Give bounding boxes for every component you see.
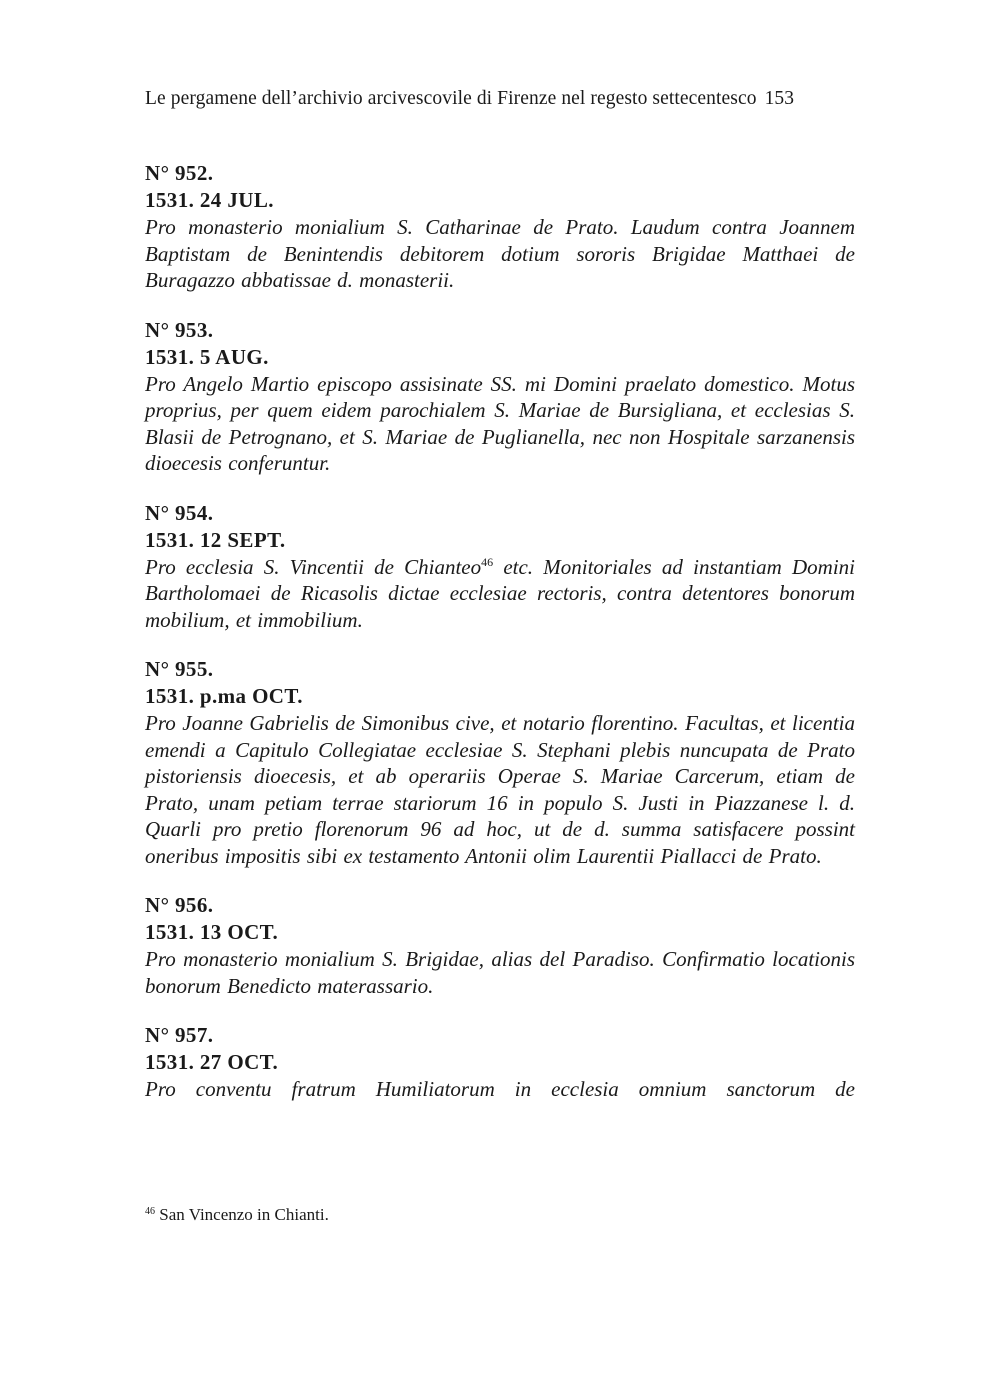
entry-952: [145, 160, 855, 294]
footnote: [145, 1205, 329, 1225]
entry-date: 1531. 13 OCT.: [145, 920, 279, 944]
entry-text: Pro Joanne Gabrielis de Simonibus cive, et notario florentino. Facultas, et licentia emendi a Capitulo Collegiatae ecclesiae S. Stephani plebis nuncupata de Prato pistoriensis dioecesis, et ab operariis Operae S. Mariae Carcerum, etiam de Prato, unam petiam terrae stariorum 16 in populo S. Justi in Piazzanese l. d. Quarli pro pretio florenorum 96 ad hoc, ut de d. summa satisfacere possint oneribus impositis sibi ex testamento Antonii olim Laurentii Piallacci de Prato.: [145, 711, 855, 868]
entry-955: [145, 656, 855, 869]
footnote-text: San Vincenzo in Chianti.: [159, 1205, 329, 1224]
entry-text: Pro conventu fratrum Humiliatorum in ecclesia omnium sanctorum de: [145, 1077, 855, 1101]
entry-number: N° 954.: [145, 500, 214, 525]
entry-957: [145, 1022, 855, 1103]
entry-date: 1531. p.ma OCT.: [145, 684, 303, 708]
entry-954: [145, 500, 855, 634]
entry-text: Pro monasterio monialium S. Brigidae, alias del Paradiso. Confirmatio locationis bonorum Benedicto materassario.: [145, 947, 855, 998]
entry-number: N° 955.: [145, 657, 214, 681]
entry-number: N° 952.: [145, 161, 214, 185]
entry-text-before-note: Pro ecclesia S. Vincentii de Chianteo: [145, 554, 482, 579]
running-head-title: Le pergamene dell’archivio arcivescovile di Firenze nel regesto settecentesco: [145, 88, 757, 109]
entry-text: Pro monasterio monialium S. Catharinae de Prato. Laudum contra Joannem Baptistam de Benintendis debitorem dotium sororis Brigidae Matthaei de Buragazzo abbatissae d. monasterii.: [145, 215, 855, 292]
entry-number: N° 956.: [145, 893, 214, 917]
entry-date: 1531. 5 AUG.: [145, 344, 269, 369]
entry-number: N° 953.: [145, 317, 214, 342]
entry-date: 1531. 27 OCT.: [145, 1050, 279, 1074]
entry-956: [145, 892, 855, 999]
entry-date: 1531. 12 SEPT.: [145, 527, 286, 552]
entry-number: N° 957.: [145, 1023, 214, 1047]
entry-text: [145, 554, 855, 634]
entry-text: Pro Angelo Martio episcopo assisinate SS. mi Domini praelato domestico. Motus proprius, per quem eidem parochialem S. Mariae de Bursigliana, et ecclesias S. Blasii de Petrognano, et S. Mariae de Puglianella, nec non Hospitale sarzanensis dioecesis conferuntur.: [145, 371, 855, 475]
running-head: [145, 88, 855, 110]
regesto-body: [145, 160, 855, 1126]
footnote-reference: 46: [481, 554, 494, 569]
entry-953: [145, 317, 855, 477]
entry-date: 1531. 24 JUL.: [145, 188, 274, 212]
page-number: 153: [764, 88, 795, 109]
footnote-marker: 46: [145, 1206, 155, 1217]
entry-text-after-note: etc. Monitoriales ad instantiam Domini Bartholomaei de Ricasolis dictae ecclesiae rectoris, contra detentores bonorum mobilium, et immobilium.: [145, 554, 855, 632]
